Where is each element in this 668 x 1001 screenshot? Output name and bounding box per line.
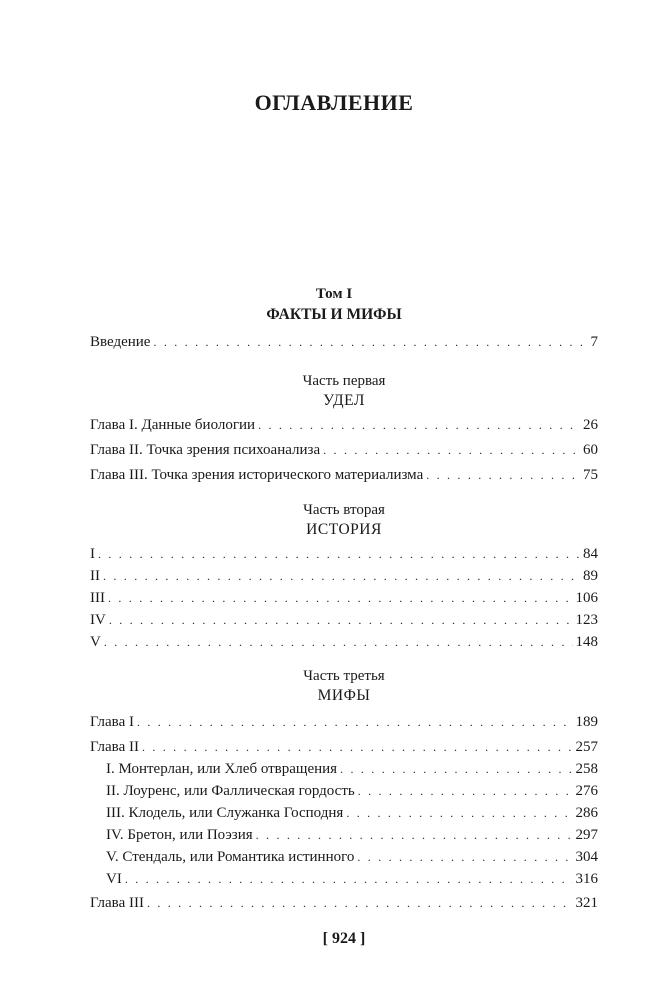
toc-entry-title: Глава II. Точка зрения психоанализа	[90, 442, 321, 458]
toc-entry[interactable]	[90, 544, 598, 564]
leader-dots	[137, 712, 573, 732]
toc-entry-page: 304	[575, 849, 598, 865]
toc-entry-page: 297	[575, 827, 598, 843]
leader-dots	[104, 632, 573, 652]
leader-dots	[258, 415, 580, 435]
toc-entry[interactable]	[90, 566, 598, 586]
volume-number: Том I	[315, 286, 353, 302]
toc-entry-title: II	[90, 568, 100, 584]
leader-dots	[256, 825, 573, 845]
toc-entry-page: 148	[575, 634, 598, 650]
toc-entry-page: 258	[575, 761, 598, 777]
leader-dots	[147, 893, 573, 913]
toc-entry-page: 75	[583, 467, 598, 483]
leader-dots	[108, 588, 573, 608]
leader-dots	[358, 781, 573, 801]
toc-entry-page: 89	[583, 568, 598, 584]
toc-entry[interactable]	[90, 712, 598, 732]
toc-entry-intro[interactable]	[90, 332, 598, 352]
toc-entry-page: 321	[575, 895, 598, 911]
toc-entry-title: III	[90, 590, 105, 606]
toc-entry-title: V	[90, 634, 101, 650]
toc-entry-title: III. Клодель, или Служанка Господня	[106, 805, 344, 821]
toc-entry[interactable]	[90, 610, 598, 630]
leader-dots	[357, 847, 572, 867]
page-title: ОГЛАВЛЕНИЕ	[254, 90, 414, 115]
toc-entry-title: V. Стендаль, или Романтика истинного	[106, 849, 355, 865]
toc-entry-title: VI	[106, 871, 122, 887]
leader-dots	[125, 869, 573, 889]
leader-dots	[323, 440, 580, 460]
toc-entry-title: Глава III. Точка зрения исторического материализма	[90, 467, 424, 483]
leader-dots	[346, 803, 572, 823]
toc-entry-page: 106	[575, 590, 598, 606]
toc-entry-page: 123	[575, 612, 598, 628]
toc-entry-title: I	[90, 546, 95, 562]
toc-subentry[interactable]	[106, 759, 598, 779]
toc-subentry[interactable]	[106, 803, 598, 823]
toc-entry[interactable]	[90, 440, 598, 460]
toc-entry-title: IV	[90, 612, 106, 628]
toc-subentry[interactable]	[106, 869, 598, 889]
toc-entry-page: 316	[575, 871, 598, 887]
volume-name: ФАКТЫ И МИФЫ	[266, 306, 402, 323]
part-label: Часть первая	[302, 373, 386, 389]
toc-entry-title: Глава I. Данные биологии	[90, 417, 256, 433]
toc-entry-page: 26	[583, 417, 598, 433]
page-number: [ 924 ]	[322, 930, 366, 947]
toc-entry-page: 257	[575, 739, 598, 755]
toc-entry-page: 60	[583, 442, 598, 458]
part-label: Часть третья	[303, 668, 385, 684]
toc-entry-title: I. Монтерлан, или Хлеб отвращения	[106, 761, 338, 777]
toc-entry-page: 286	[575, 805, 598, 821]
toc-entry[interactable]	[90, 415, 598, 435]
toc-subentry[interactable]	[106, 825, 598, 845]
part-name: УДЕЛ	[323, 392, 365, 409]
part-label: Часть вторая	[303, 502, 385, 518]
part-name: ИСТОРИЯ	[306, 521, 382, 538]
toc-entry-page: 84	[583, 546, 598, 562]
toc-entry-page: 189	[575, 714, 598, 730]
toc-entry[interactable]	[90, 737, 598, 757]
part-name: МИФЫ	[317, 687, 371, 704]
leader-dots	[142, 737, 573, 757]
toc-subentry[interactable]	[106, 847, 598, 867]
toc-entry-title: Введение	[90, 334, 151, 350]
leader-dots	[426, 465, 580, 485]
toc-entry-title: II. Лоуренс, или Фаллическая гордость	[106, 783, 355, 799]
toc-entry[interactable]	[90, 588, 598, 608]
toc-entry[interactable]	[90, 632, 598, 652]
toc-entry[interactable]	[90, 465, 598, 485]
toc-entry-page: 276	[575, 783, 598, 799]
leader-dots	[153, 332, 587, 352]
toc-entry-title: Глава I	[90, 714, 134, 730]
leader-dots	[109, 610, 573, 630]
toc-entry[interactable]	[90, 893, 598, 913]
toc-entry-title: IV. Бретон, или Поэзия	[106, 827, 253, 843]
leader-dots	[98, 544, 580, 564]
toc-entry-page: 7	[590, 334, 598, 350]
toc-subentry[interactable]	[106, 781, 598, 801]
leader-dots	[340, 759, 572, 779]
toc-entry-title: Глава II	[90, 739, 139, 755]
leader-dots	[103, 566, 580, 586]
toc-entry-title: Глава III	[90, 895, 144, 911]
